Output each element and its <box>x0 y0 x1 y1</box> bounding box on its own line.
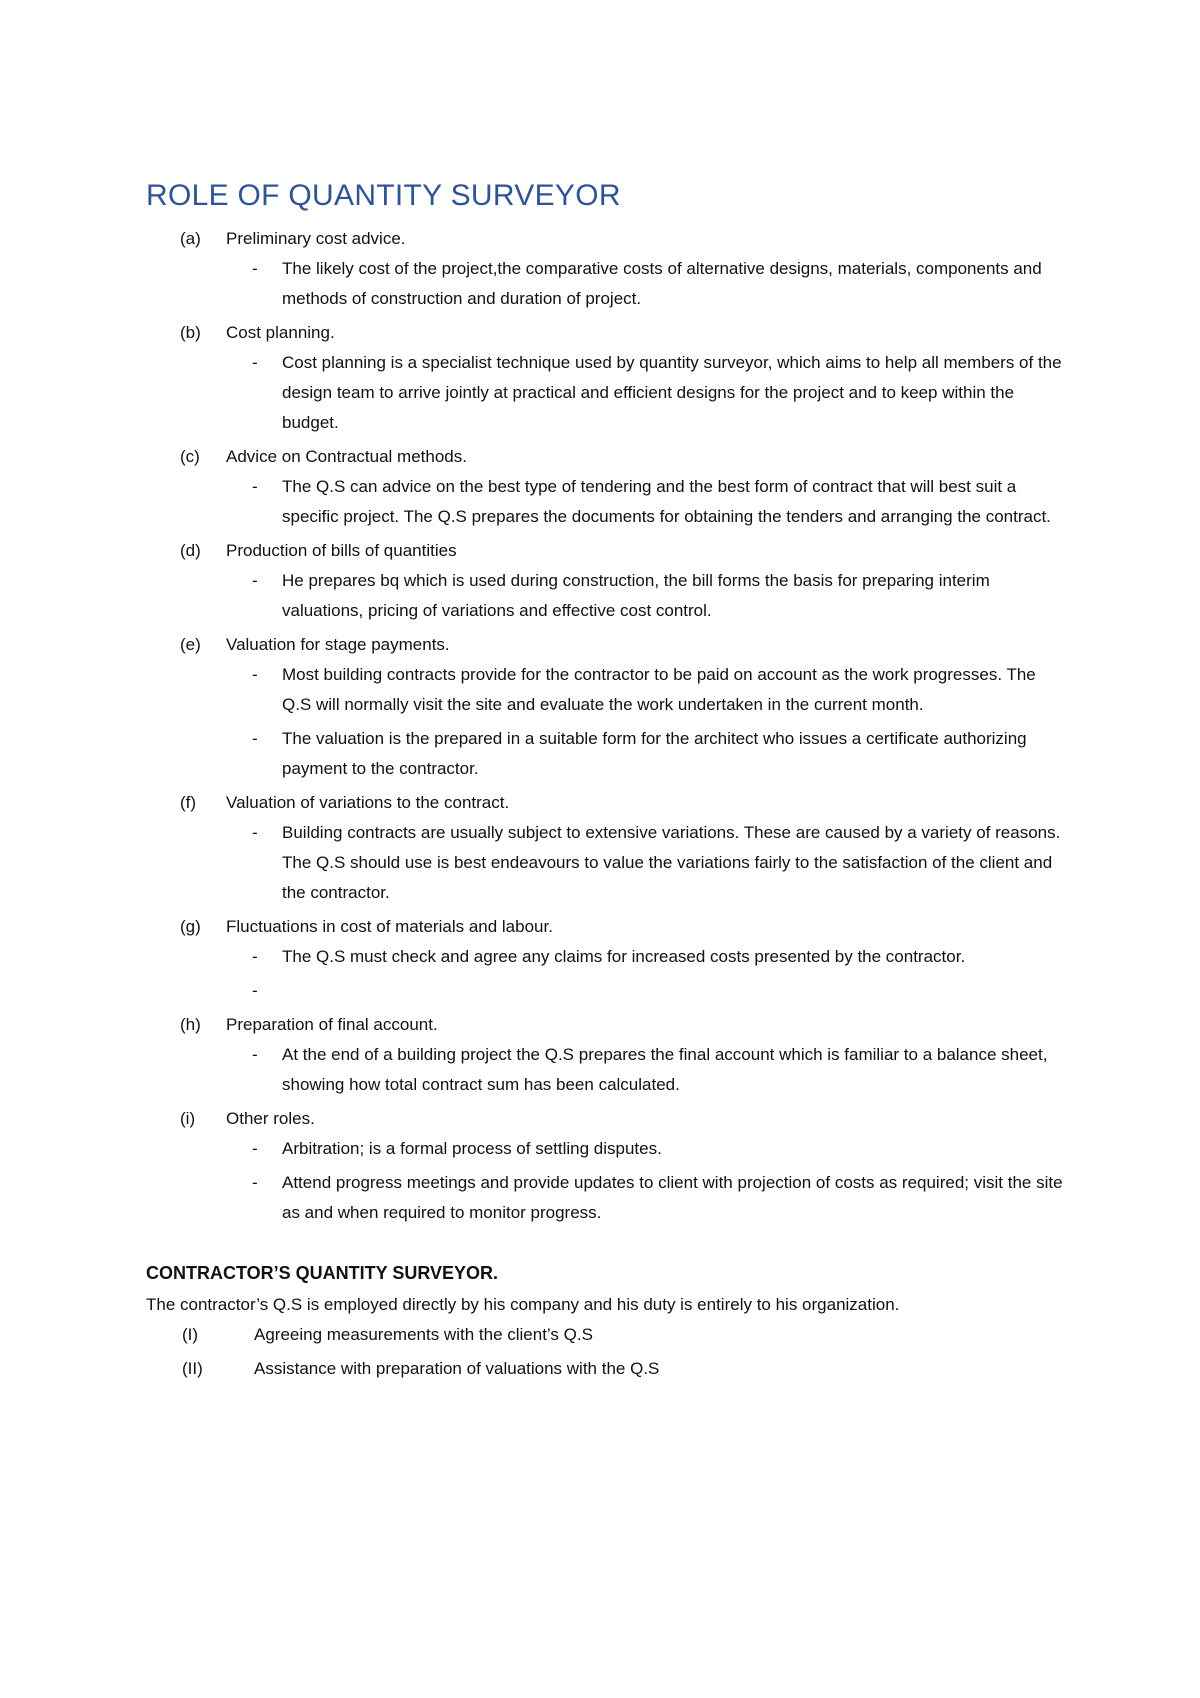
dash-bullet: - <box>252 947 258 966</box>
section-heading-row <box>146 912 1076 942</box>
section-heading: Preliminary cost advice. <box>226 229 406 248</box>
section-marker: (e) <box>180 635 201 654</box>
section-point <box>146 566 1076 626</box>
contractor-duty-text: Assistance with preparation of valuations with the Q.S <box>254 1359 660 1378</box>
section-heading-row <box>146 1010 1076 1040</box>
section-point <box>146 1168 1076 1228</box>
section-marker: (b) <box>180 323 201 342</box>
section-point <box>146 976 1076 1006</box>
role-section <box>146 442 1076 532</box>
section-point <box>146 254 1076 314</box>
point-text: He prepares bq which is used during construction, the bill forms the basis for preparing interim valuations, pricing of variations and effective cost control. <box>282 571 990 620</box>
point-text: Attend progress meetings and provide updates to client with projection of costs as required; visit the site as and when required to monitor progress. <box>282 1173 1063 1222</box>
section-point <box>146 660 1076 720</box>
point-text: The Q.S must check and agree any claims for increased costs presented by the contractor. <box>282 947 966 966</box>
role-section <box>146 1104 1076 1228</box>
contractor-duty-item <box>146 1320 1076 1350</box>
section-points-list <box>146 472 1076 532</box>
section-points-list <box>146 942 1076 1006</box>
section-heading: Other roles. <box>226 1109 315 1128</box>
section-point <box>146 818 1076 908</box>
section-heading: Fluctuations in cost of materials and labour. <box>226 917 553 936</box>
dash-bullet: - <box>252 981 258 1000</box>
dash-bullet: - <box>252 353 258 372</box>
point-text: The Q.S can advice on the best type of tendering and the best form of contract that will best suit a specific project. The Q.S prepares the documents for obtaining the tenders and arranging the contract. <box>282 477 1051 526</box>
section-marker: (c) <box>180 447 200 466</box>
contractor-intro-paragraph: The contractor’s Q.S is employed directly by his company and his duty is entirely to his organization. <box>146 1295 900 1314</box>
section-points-list <box>146 660 1076 784</box>
section-marker: (d) <box>180 541 201 560</box>
section-point <box>146 472 1076 532</box>
section-heading: Preparation of final account. <box>226 1015 438 1034</box>
section-marker: (i) <box>180 1109 196 1128</box>
section-point <box>146 1040 1076 1100</box>
dash-bullet: - <box>252 823 258 842</box>
section-point <box>146 942 1076 972</box>
section-points-list <box>146 1134 1076 1228</box>
point-text: The likely cost of the project,the comparative costs of alternative designs, materials, components and methods of construction and duration of project. <box>282 259 1042 308</box>
section-point <box>146 348 1076 438</box>
role-section <box>146 536 1076 626</box>
role-section <box>146 224 1076 314</box>
section-heading: Valuation of variations to the contract. <box>226 793 510 812</box>
dash-bullet: - <box>252 1045 258 1064</box>
dash-bullet: - <box>252 1139 258 1158</box>
contractor-duties-list <box>146 1320 1076 1384</box>
dash-bullet: - <box>252 477 258 496</box>
section-marker: (a) <box>180 229 201 248</box>
dash-bullet: - <box>252 1173 258 1192</box>
dash-bullet: - <box>252 665 258 684</box>
section-marker: (h) <box>180 1015 201 1034</box>
section-point <box>146 724 1076 784</box>
section-heading-row <box>146 1104 1076 1134</box>
dash-bullet: - <box>252 729 258 748</box>
section-points-list <box>146 566 1076 626</box>
contractor-section-title: CONTRACTOR’S QUANTITY SURVEYOR. <box>146 1263 499 1283</box>
section-heading: Production of bills of quantities <box>226 541 457 560</box>
point-text: The valuation is the prepared in a suitable form for the architect who issues a certificate authorizing payment to the contractor. <box>282 729 1027 778</box>
point-text: At the end of a building project the Q.S prepares the final account which is familiar to a balance sheet, showing how total contract sum has been calculated. <box>282 1045 1048 1094</box>
document-body <box>146 178 1076 1388</box>
role-section <box>146 630 1076 784</box>
role-sections-list <box>146 224 1076 1228</box>
section-heading-row <box>146 630 1076 660</box>
section-points-list <box>146 1040 1076 1100</box>
section-heading: Valuation for stage payments. <box>226 635 450 654</box>
section-point <box>146 1134 1076 1164</box>
point-text: Cost planning is a specialist technique used by quantity surveyor, which aims to help all members of the design team to arrive jointly at practical and efficient designs for the project and to keep within the budget. <box>282 353 1062 432</box>
section-marker: (g) <box>180 917 201 936</box>
role-section <box>146 912 1076 1006</box>
document-title: ROLE OF QUANTITY SURVEYOR <box>146 179 621 212</box>
section-points-list <box>146 348 1076 438</box>
point-text <box>282 976 1076 1006</box>
section-heading-row <box>146 318 1076 348</box>
section-heading-row <box>146 788 1076 818</box>
dash-bullet: - <box>252 571 258 590</box>
point-text: Arbitration; is a formal process of settling disputes. <box>282 1139 662 1158</box>
contractor-duty-text: Agreeing measurements with the client’s Q.S <box>254 1325 593 1344</box>
section-heading: Cost planning. <box>226 323 335 342</box>
section-heading-row <box>146 442 1076 472</box>
section-points-list <box>146 254 1076 314</box>
roman-marker: (I) <box>182 1325 199 1344</box>
section-heading: Advice on Contractual methods. <box>226 447 467 466</box>
section-points-list <box>146 818 1076 908</box>
roman-marker: (II) <box>182 1359 203 1378</box>
section-heading-row <box>146 536 1076 566</box>
role-section <box>146 788 1076 908</box>
point-text: Most building contracts provide for the contractor to be paid on account as the work progresses. The Q.S will normally visit the site and evaluate the work undertaken in the current month. <box>282 665 1036 714</box>
section-marker: (f) <box>180 793 197 812</box>
section-heading-row <box>146 224 1076 254</box>
point-text: Building contracts are usually subject to extensive variations. These are caused by a variety of reasons. The Q.S should use is best endeavours to value the variations fairly to the satisfaction of the client and the contractor. <box>282 823 1061 902</box>
dash-bullet: - <box>252 259 258 278</box>
role-section <box>146 318 1076 438</box>
contractor-duty-item <box>146 1354 1076 1384</box>
role-section <box>146 1010 1076 1100</box>
